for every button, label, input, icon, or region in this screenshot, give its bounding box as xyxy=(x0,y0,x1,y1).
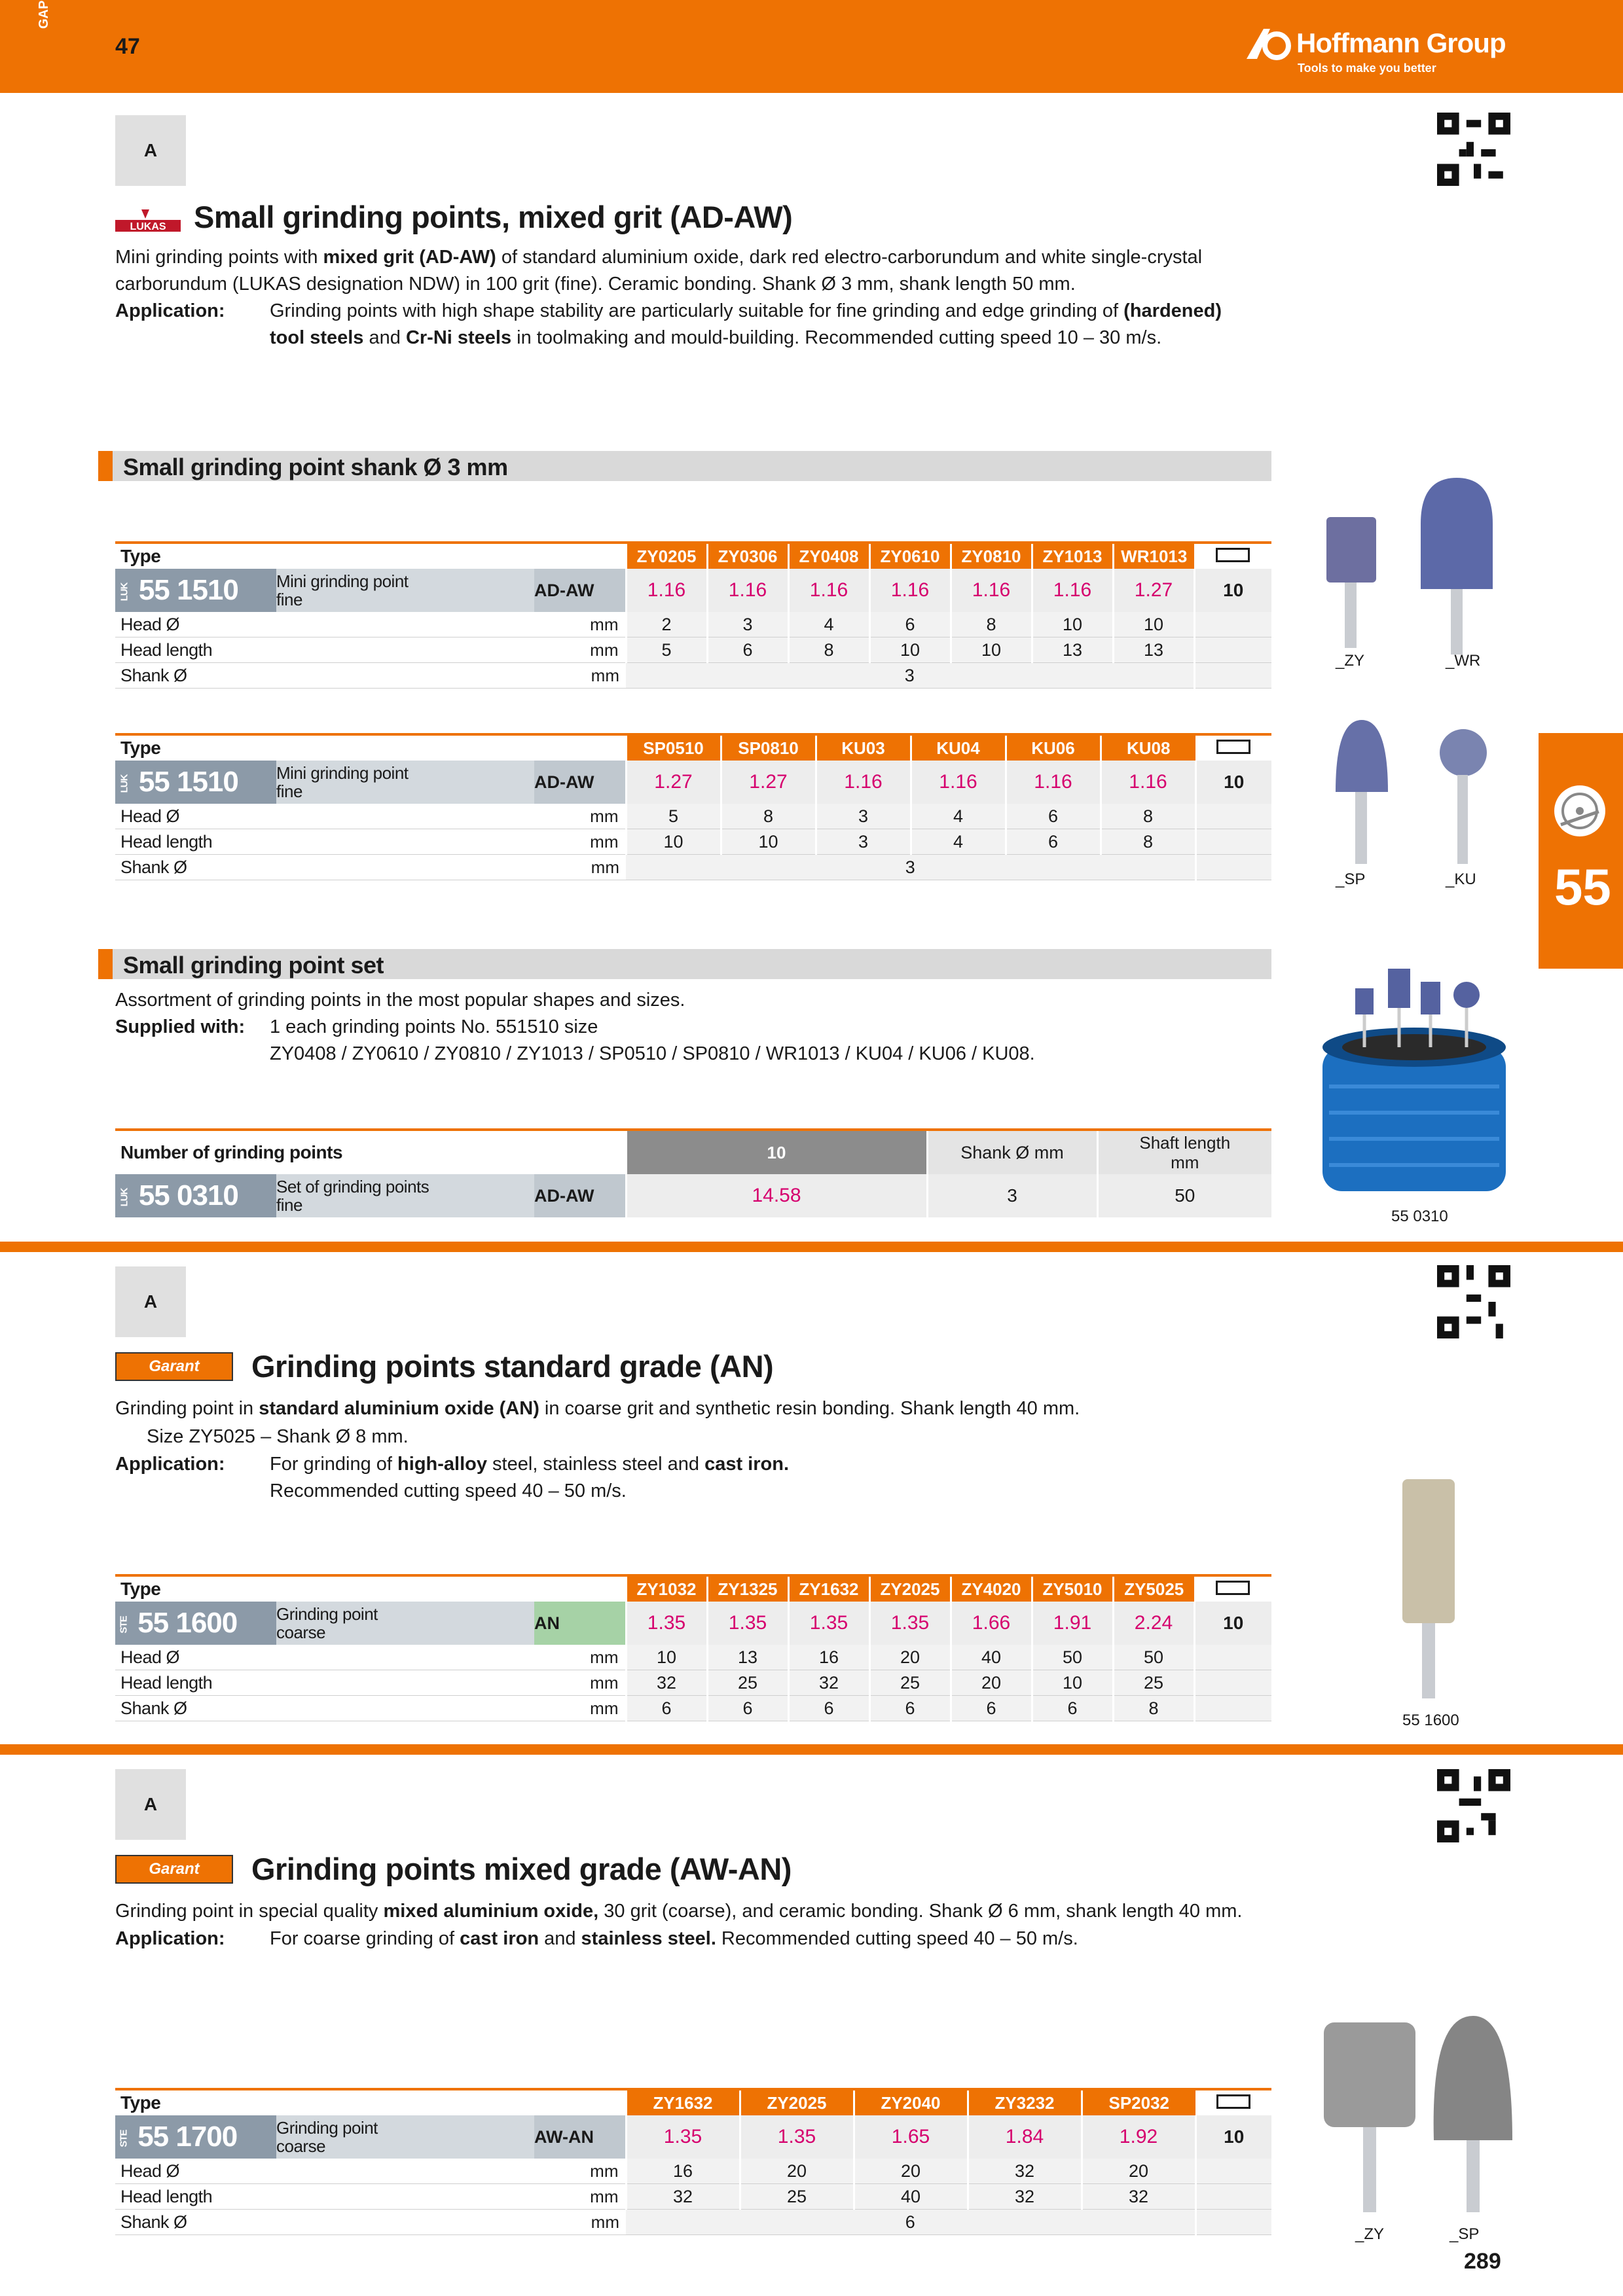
caption: 55 1600 xyxy=(1402,1712,1459,1729)
price[interactable]: 2.24 xyxy=(1113,1602,1194,1645)
garant-logo: Garant xyxy=(115,1855,233,1884)
size-code: ZY2025 xyxy=(869,1575,951,1602)
caption: _KU xyxy=(1446,870,1476,888)
price[interactable]: 14.58 xyxy=(626,1174,927,1217)
grade: AW-AN xyxy=(534,2115,626,2159)
row-label: Shank Ø xyxy=(115,855,276,880)
shank-header: Shank Ø mm xyxy=(927,1130,1097,1174)
shank-value: 3 xyxy=(927,1174,1097,1217)
article-description: Grinding point coarse xyxy=(276,1602,534,1645)
pack-unit-icon xyxy=(1194,543,1271,569)
pack-quantity: 10 xyxy=(1194,1602,1271,1645)
section-divider xyxy=(0,1242,1623,1252)
page-number-top: 47 xyxy=(115,34,140,59)
pack-unit-icon xyxy=(1195,734,1271,761)
size-code: SP0810 xyxy=(721,734,816,761)
size-code: ZY1632 xyxy=(626,2089,740,2115)
price[interactable]: 1.27 xyxy=(626,761,721,804)
brand-slogan: Tools to make you better xyxy=(1298,62,1436,75)
pack-quantity: 10 xyxy=(1194,569,1271,612)
supplied-label: Supplied with: xyxy=(115,1016,246,1037)
row-label: Head length xyxy=(115,2184,276,2210)
price[interactable]: 1.16 xyxy=(1101,761,1195,804)
qr-code-icon[interactable] xyxy=(1437,1769,1510,1842)
product-image-set xyxy=(1316,942,1512,1204)
size-code: KU08 xyxy=(1101,734,1195,761)
application-text: For coarse grinding of cast iron and stainless steel. Recommended cutting speed 40 – 50 m/s. xyxy=(270,1928,1078,1949)
size-code: KU06 xyxy=(1006,734,1101,761)
price[interactable]: 1.84 xyxy=(968,2115,1082,2159)
size-code: ZY0408 xyxy=(788,543,869,569)
application-text: Grinding points with high shape stability are particularly suitable for fine grinding and edge grinding of (hardened) tool steels and Cr-Ni steels in toolmaking and mould-building. Recommended cutting speed 10 – 30 m/s. xyxy=(270,300,1222,348)
size-code: ZY1325 xyxy=(707,1575,788,1602)
shaft-header: Shaft length mm xyxy=(1097,1130,1271,1174)
set-description: Assortment of grinding points in the most popular shapes and sizes. xyxy=(115,990,685,1011)
size-code: ZY5010 xyxy=(1032,1575,1113,1602)
price[interactable]: 1.35 xyxy=(626,2115,740,2159)
article-description: Set of grinding points fine xyxy=(276,1174,534,1217)
section-title: Small grinding points, mixed grit (AD-AW) xyxy=(194,200,793,234)
product-image-standard xyxy=(1388,1479,1467,1702)
type-label: Type xyxy=(115,543,626,569)
price[interactable]: 1.35 xyxy=(626,1602,707,1645)
section-band xyxy=(98,949,1271,979)
section-description: Grinding point in standard aluminium oxide (AN) in coarse grit and synthetic resin bonding. Shank length 40 mm. xyxy=(115,1398,1080,1419)
price[interactable]: 1.16 xyxy=(869,569,951,612)
size-code: WR1013 xyxy=(1113,543,1194,569)
row-label: Head Ø xyxy=(115,612,276,637)
price[interactable]: 1.16 xyxy=(1006,761,1101,804)
section-marker: A xyxy=(115,115,186,186)
price[interactable]: 1.66 xyxy=(951,1602,1032,1645)
section-title: Grinding points standard grade (AN) xyxy=(251,1349,774,1384)
grade: AD-AW xyxy=(534,761,626,804)
product-image-sp-ku xyxy=(1316,713,1532,870)
size-code: SP0510 xyxy=(626,734,721,761)
side-label: GAP xyxy=(37,0,51,29)
size-code: ZY0810 xyxy=(951,543,1032,569)
type-label: Type xyxy=(115,1575,626,1602)
size-code: ZY4020 xyxy=(951,1575,1032,1602)
application-text: For grinding of high-alloy steel, stainless steel and cast iron. Recommended cutting speed 40 – 50 m/s. xyxy=(270,1454,790,1501)
type-label: Type xyxy=(115,734,626,761)
section-description: Mini grinding points with mixed grit (AD-AW) of standard aluminium oxide, dark red electro-carborundum and white single-crystal carborundum (LUKAS designation NDW) in 100 grit (fine). Ceramic bonding. Shank Ø 3 mm, shank length 50 mm. xyxy=(115,247,1203,295)
qr-code-icon[interactable] xyxy=(1437,1265,1510,1338)
price[interactable]: 1.16 xyxy=(911,761,1006,804)
grade: AD-AW xyxy=(534,569,626,612)
row-label: Head length xyxy=(115,829,276,855)
application-label: Application: xyxy=(115,300,225,321)
chapter-icon xyxy=(1554,785,1605,836)
price[interactable]: 1.91 xyxy=(1032,1602,1113,1645)
product-table: Type ZY1032 ZY1325 ZY1632 ZY2025 ZY4020 ZY5010 ZY5025 STE 55 1600 Grinding point coarse AN 1.35 1.35 1.35 1.35 1.66 1.91 2.24 10 Head Ø mm 10 13 16 20 40 50 50 Head length mm 32 25 32 25 20 10 25 Shank Ø mm 6 6 6 6 6 6 8 xyxy=(115,1574,1271,1721)
size-code: ZY0610 xyxy=(869,543,951,569)
row-label: Head Ø xyxy=(115,1645,276,1670)
price[interactable]: 1.92 xyxy=(1082,2115,1195,2159)
price[interactable]: 1.35 xyxy=(869,1602,951,1645)
caption: _SP xyxy=(1450,2225,1480,2243)
pack-quantity: 10 xyxy=(1195,2115,1271,2159)
size-code: KU04 xyxy=(911,734,1006,761)
supplied-text: 1 each grinding points No. 551510 size ZY0408 / ZY0610 / ZY0810 / ZY1013 / SP0510 / SP0810 / WR1013 / KU04 / KU06 / KU08. xyxy=(270,1016,1035,1064)
price[interactable]: 1.16 xyxy=(1032,569,1113,612)
section-divider xyxy=(0,1744,1623,1755)
caption: _ZY xyxy=(1355,2225,1385,2243)
price[interactable]: 1.27 xyxy=(1113,569,1194,612)
row-label: Head Ø xyxy=(115,804,276,829)
caption: _WR xyxy=(1446,652,1481,670)
size-code: ZY0306 xyxy=(707,543,788,569)
pack-unit-icon xyxy=(1194,1575,1271,1602)
chapter-tab[interactable] xyxy=(1539,733,1623,969)
price[interactable]: 1.16 xyxy=(816,761,911,804)
price[interactable]: 1.16 xyxy=(707,569,788,612)
product-image-zy-wr xyxy=(1316,471,1532,661)
lukas-logo xyxy=(115,207,181,233)
size-code: ZY0205 xyxy=(626,543,707,569)
caption: 55 0310 xyxy=(1391,1208,1448,1225)
section-title: Grinding points mixed grade (AW-AN) xyxy=(251,1852,792,1886)
article-description: Grinding point coarse xyxy=(276,2115,534,2159)
row-label: Head length xyxy=(115,637,276,663)
article-description: Mini grinding point fine xyxy=(276,569,534,612)
size-code: KU03 xyxy=(816,734,911,761)
grade: AN xyxy=(534,1602,626,1645)
type-label: Type xyxy=(115,2089,626,2115)
price[interactable]: 1.65 xyxy=(854,2115,968,2159)
product-table: Type ZY0205 ZY0306 ZY0408 ZY0610 ZY0810 ZY1013 WR1013 LUK 55 1510 Mini grinding point fine AD-AW 1.16 1.16 1.16 1.16 1.16 1.16 1.27 10 Head Ø mm 2 3 4 6 8 10 10 Head length mm 5 6 8 10 10 13 13 Shank Ø mm 3 xyxy=(115,541,1271,689)
article-number: LUK 55 0310 xyxy=(115,1174,276,1217)
band-title: Small grinding point set xyxy=(123,952,384,978)
row-label: Shank Ø xyxy=(115,1696,276,1721)
price[interactable]: 1.35 xyxy=(788,1602,869,1645)
product-table: Type ZY1632 ZY2025 ZY2040 ZY3232 SP2032 STE 55 1700 Grinding point coarse AW-AN 1.35 1.35 1.65 1.84 1.92 10 Head Ø mm 16 20 20 32 20 Head length mm 32 25 40 32 32 Shank Ø mm 6 xyxy=(115,2088,1271,2235)
section-description: Grinding point in special quality mixed aluminium oxide, 30 grit (coarse), and ceramic bonding. Shank Ø 6 mm, shank length 40 mm. xyxy=(115,1901,1243,1922)
row-label: Head length xyxy=(115,1670,276,1696)
qr-code-icon[interactable] xyxy=(1437,113,1510,186)
band-title: Small grinding point shank Ø 3 mm xyxy=(123,454,508,480)
application-label: Application: xyxy=(115,1454,225,1475)
size-code: ZY2025 xyxy=(740,2089,854,2115)
brand-logo-icon xyxy=(1244,25,1294,64)
set-table xyxy=(115,1128,1271,1217)
size-code: ZY1632 xyxy=(788,1575,869,1602)
grade: AD-AW xyxy=(534,1174,626,1217)
article-description: Mini grinding point fine xyxy=(276,761,534,804)
caption: _ZY xyxy=(1336,652,1365,670)
chapter-number: 55 xyxy=(1554,858,1611,916)
section-band xyxy=(98,451,1271,481)
price[interactable]: 1.16 xyxy=(788,569,869,612)
article-number: STE 55 1600 xyxy=(115,1602,276,1645)
pack-unit-icon xyxy=(1195,2089,1271,2115)
price[interactable]: 1.16 xyxy=(951,569,1032,612)
application-label: Application: xyxy=(115,1928,225,1949)
caption: _SP xyxy=(1336,870,1366,888)
size-code: ZY5025 xyxy=(1113,1575,1194,1602)
shaft-value: 50 xyxy=(1097,1174,1271,1217)
row-label: Shank Ø xyxy=(115,2210,276,2235)
size-note: Size ZY5025 – Shank Ø 8 mm. xyxy=(147,1426,409,1447)
garant-logo: Garant xyxy=(115,1352,233,1381)
product-image-mixed xyxy=(1316,2009,1532,2232)
lukas-logo-text: LUKAS xyxy=(130,221,166,232)
brand-name: Hoffmann Group xyxy=(1296,27,1506,58)
size-code: SP2032 xyxy=(1082,2089,1195,2115)
price[interactable]: 1.35 xyxy=(740,2115,854,2159)
row-label: Shank Ø xyxy=(115,663,276,689)
set-count: 10 xyxy=(626,1130,927,1174)
set-header-label: Number of grinding points xyxy=(115,1130,626,1174)
article-number: LUK 55 1510 xyxy=(115,569,276,612)
price[interactable]: 1.35 xyxy=(707,1602,788,1645)
article-number: STE 55 1700 xyxy=(115,2115,276,2159)
size-code: ZY2040 xyxy=(854,2089,968,2115)
page-number-bottom: 289 xyxy=(1464,2249,1501,2274)
size-code: ZY1013 xyxy=(1032,543,1113,569)
pack-quantity: 10 xyxy=(1195,761,1271,804)
size-code: ZY1032 xyxy=(626,1575,707,1602)
size-code: ZY3232 xyxy=(968,2089,1082,2115)
price[interactable]: 1.16 xyxy=(626,569,707,612)
product-table: Type SP0510 SP0810 KU03 KU04 KU06 KU08 LUK 55 1510 Mini grinding point fine AD-AW 1.27 1.27 1.16 1.16 1.16 1.16 10 Head Ø mm 5 8 3 4 6 8 Head length mm 10 10 3 4 6 8 Shank Ø mm 3 xyxy=(115,733,1271,880)
section-marker: A xyxy=(115,1266,186,1337)
article-number: LUK 55 1510 xyxy=(115,761,276,804)
brand-logo[interactable] xyxy=(1244,25,1506,84)
row-label: Head Ø xyxy=(115,2159,276,2184)
section-marker: A xyxy=(115,1769,186,1840)
price[interactable]: 1.27 xyxy=(721,761,816,804)
